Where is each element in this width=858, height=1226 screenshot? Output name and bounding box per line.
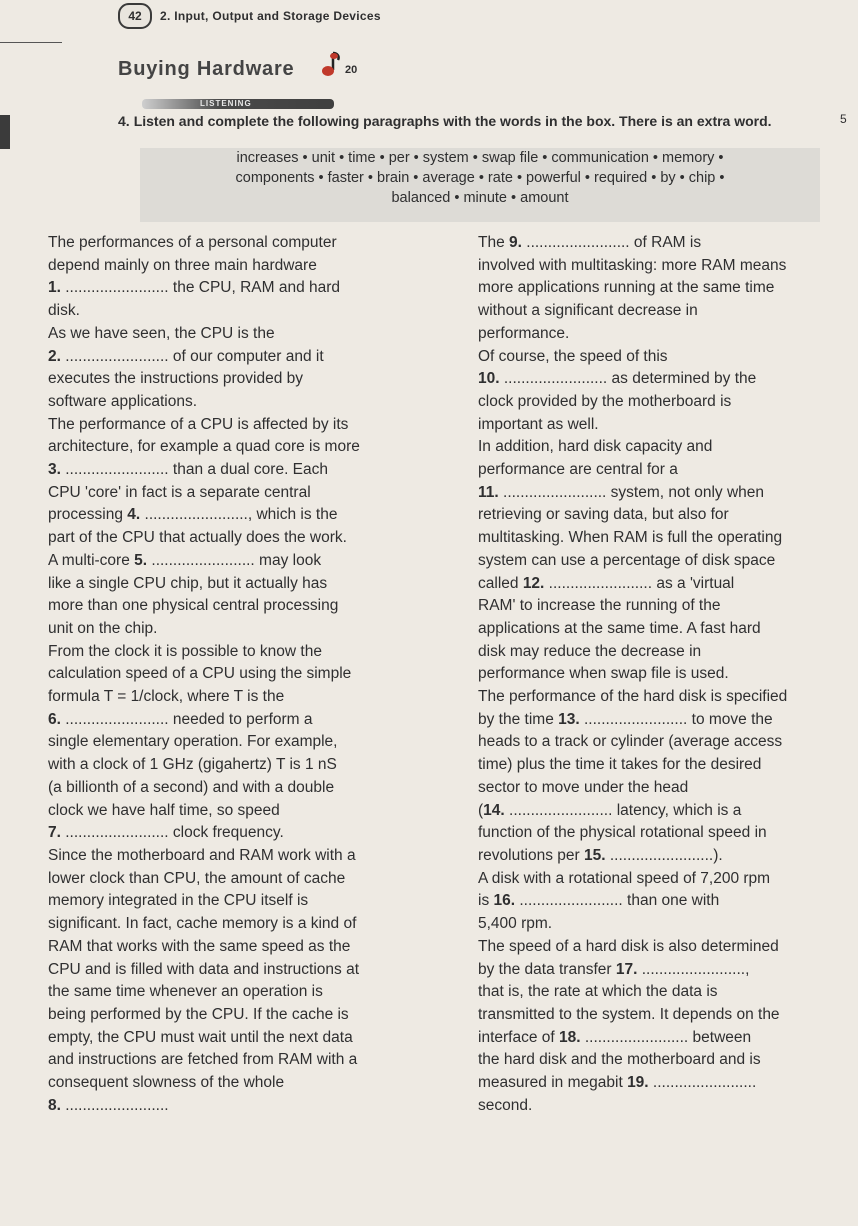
text-line: 11. ........................ system, not only when xyxy=(478,483,765,501)
track-number: 20 xyxy=(345,64,358,76)
text-line: In addition, hard disk capacity and xyxy=(478,438,713,456)
word-box-line: components • faster • brain • average • rate • powerful • required • by • chip • xyxy=(235,170,725,186)
text-line: single elementary operation. For example, xyxy=(48,733,338,751)
text-line: The performance of a CPU is affected by its xyxy=(48,415,349,433)
text-line: empty, the CPU must wait until the next data xyxy=(48,1028,353,1046)
text-line: The performance of the hard disk is specified xyxy=(478,688,788,706)
divider xyxy=(0,42,62,43)
text-line: 8. ........................ xyxy=(48,1096,169,1114)
text-line: A disk with a rotational speed of 7,200 rpm xyxy=(478,869,771,887)
exercise-number: 4. xyxy=(118,113,130,129)
text-line: consequent slowness of the whole xyxy=(48,1074,285,1092)
text-line: heads to a track or cylinder (average access xyxy=(478,733,783,751)
text-line: 1. ........................ the CPU, RAM and hard xyxy=(48,279,341,297)
word-box-line: balanced • minute • amount xyxy=(391,190,569,206)
text-line: revolutions per 15. ........................). xyxy=(478,846,723,864)
text-line: Since the motherboard and RAM work with a xyxy=(48,846,356,864)
text-line: significant. In fact, cache memory is a kind of xyxy=(48,915,357,933)
text-line: involved with multitasking: more RAM means xyxy=(478,256,787,274)
text-line: without a significant decrease in xyxy=(478,302,698,320)
margin-mark: 5 xyxy=(840,112,847,126)
text-line: like a single CPU chip, but it actually has xyxy=(48,574,328,592)
text-line: unit on the chip. xyxy=(48,619,158,637)
text-line: by the data transfer 17. ........................, xyxy=(478,960,750,978)
section-title: Buying Hardware xyxy=(118,58,295,80)
text-line: clock we have half time, so speed xyxy=(48,801,280,819)
left-column-text xyxy=(48,232,460,1117)
text-line: the same time whenever an operation is xyxy=(48,983,323,1001)
right-column-text xyxy=(478,232,853,1117)
text-line: being performed by the CPU. If the cache is xyxy=(48,1005,349,1023)
text-line: calculation speed of a CPU using the simple xyxy=(48,665,352,683)
text-line: 7. ........................ clock frequency. xyxy=(48,824,284,842)
text-line: disk. xyxy=(48,302,80,320)
page-number: 42 xyxy=(118,3,152,29)
text-line: the hard disk and the motherboard and is xyxy=(478,1051,761,1069)
text-line: performance are central for a xyxy=(478,461,678,479)
text-line: that is, the rate at which the data is xyxy=(478,983,718,1001)
text-line: CPU 'core' in fact is a separate central xyxy=(48,483,311,501)
text-line: 6. ........................ needed to perform a xyxy=(48,710,313,728)
text-line: with a clock of 1 GHz (gigahertz) T is 1 nS xyxy=(48,756,337,774)
text-line: part of the CPU that actually does the work. xyxy=(48,529,347,547)
text-line: second. xyxy=(478,1096,533,1114)
text-line: (14. ........................ latency, which is a xyxy=(478,801,742,819)
text-line: transmitted to the system. It depends on the xyxy=(478,1005,780,1023)
text-line: lower clock than CPU, the amount of cache xyxy=(48,869,346,887)
text-line: more applications running at the same time xyxy=(478,279,775,297)
text-line: executes the instructions provided by xyxy=(48,370,304,388)
text-line: performance. xyxy=(478,324,570,342)
text-line: more than one physical central processing xyxy=(48,597,339,615)
text-line: Of course, the speed of this xyxy=(478,347,668,365)
page-edge-tab xyxy=(0,115,10,149)
text-line: processing 4. ........................, which is the xyxy=(48,506,338,524)
text-line: memory integrated in the CPU itself is xyxy=(48,892,309,910)
text-line: As we have seen, the CPU is the xyxy=(48,324,275,342)
text-line: important as well. xyxy=(478,415,599,433)
instruction-text: Listen and complete the following paragraphs with the words in the box. There is an extra word. xyxy=(133,113,772,129)
page-header xyxy=(118,4,381,28)
text-line: software applications. xyxy=(48,392,198,410)
text-line: depend mainly on three main hardware xyxy=(48,256,317,274)
text-line: by the time 13. ........................ to move the xyxy=(478,710,773,728)
word-box xyxy=(140,148,820,222)
text-line: applications at the same time. A fast hard xyxy=(478,619,761,637)
text-line: clock provided by the motherboard is xyxy=(478,392,732,410)
text-line: measured in megabit 19. ........................ xyxy=(478,1074,757,1092)
text-line: A multi-core 5. ........................ may look xyxy=(48,551,322,569)
text-line: The 9. ........................ of RAM is xyxy=(478,234,702,251)
listening-label: LISTENING xyxy=(142,99,334,109)
text-line: The speed of a hard disk is also determined xyxy=(478,937,779,955)
text-line: 2. ........................ of our computer and it xyxy=(48,347,324,365)
word-box-line: increases • unit • time • per • system • swap file • communication • memory • xyxy=(236,150,724,166)
text-line: 3. ........................ than a dual core. Each xyxy=(48,461,329,479)
text-line: RAM that works with the same speed as the xyxy=(48,937,351,955)
text-line: CPU and is filled with data and instructions at xyxy=(48,960,360,978)
text-line: time) plus the time it takes for the desired xyxy=(478,756,762,774)
text-line: architecture, for example a quad core is more xyxy=(48,438,360,456)
text-line: sector to move under the head xyxy=(478,778,689,796)
text-line: and instructions are fetched from RAM with a xyxy=(48,1051,358,1069)
chapter-title: 2. Input, Output and Storage Devices xyxy=(160,9,381,23)
exercise-instruction xyxy=(118,112,808,130)
text-line: system can use a percentage of disk space xyxy=(478,551,776,569)
text-line: From the clock it is possible to know the xyxy=(48,642,322,660)
text-line: RAM' to increase the running of the xyxy=(478,597,721,615)
text-line: function of the physical rotational speed in xyxy=(478,824,767,842)
text-line: multitasking. When RAM is full the operating xyxy=(478,529,783,547)
text-line: retrieving or saving data, but also for xyxy=(478,506,729,524)
text-line: (a billionth of a second) and with a double xyxy=(48,778,335,796)
text-line: The performances of a personal computer xyxy=(48,234,337,251)
text-line: called 12. ........................ as a 'virtual xyxy=(478,574,735,592)
audio-track-icon xyxy=(318,50,344,80)
text-line: interface of 18. ........................ between xyxy=(478,1028,752,1046)
text-line: is 16. ........................ than one with xyxy=(478,892,720,910)
text-line: 5,400 rpm. xyxy=(478,915,553,933)
text-line: formula T = 1/clock, where T is the xyxy=(48,688,285,706)
text-line: performance when swap file is used. xyxy=(478,665,729,683)
text-line: 10. ........................ as determined by the xyxy=(478,370,757,388)
text-line: disk may reduce the decrease in xyxy=(478,642,702,660)
